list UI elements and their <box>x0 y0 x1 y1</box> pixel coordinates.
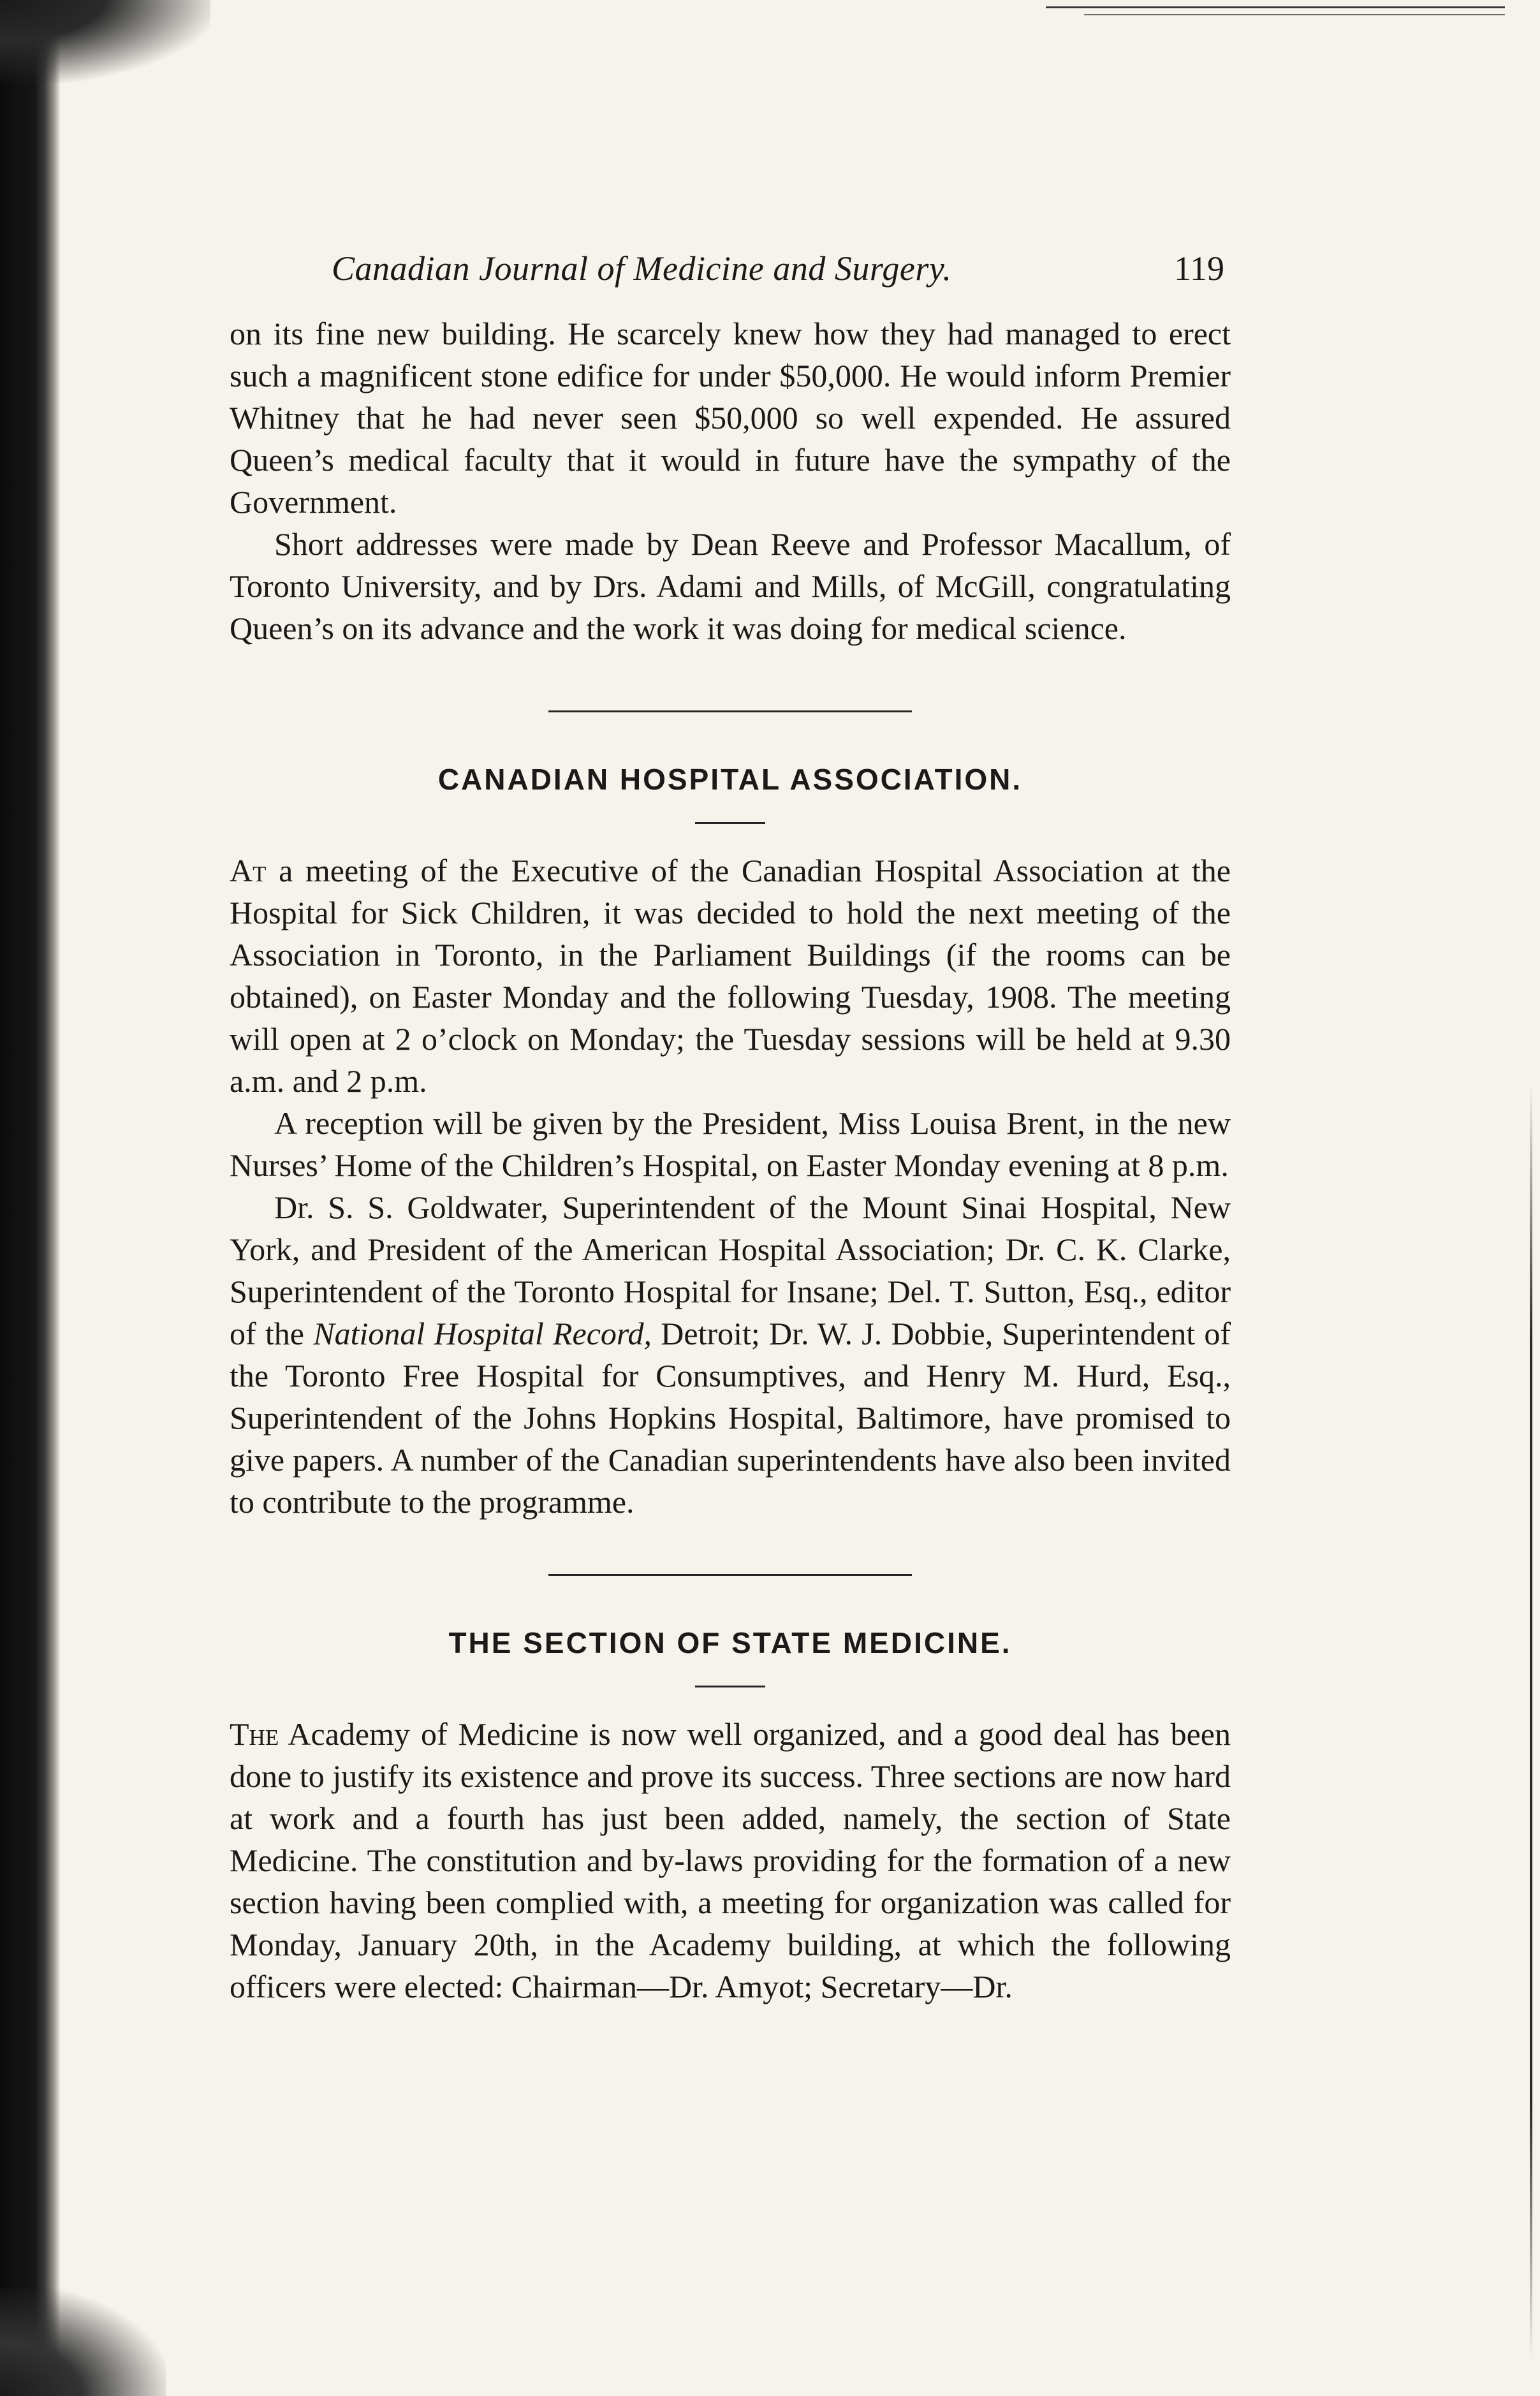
paragraph-speakers <box>230 1186 1231 1523</box>
scan-edge-rule <box>1046 6 1505 8</box>
paragraph-continued: on its fine new building. He scarcely knew how they had managed to erect such a magnificent stone edifice for under $50,000. He would inform Premier Whitney that he had never seen $50,000 so well expended. He assured Queen’s medical faculty that it would in future have the sympathy of the Government. <box>230 316 1231 520</box>
section-heading-hospital-association: CANADIAN HOSPITAL ASSOCIATION. <box>437 763 1023 796</box>
paragraph-text: Detroit; Dr. W. J. Dobbie, Superintendent of the Toronto Free Hospital for Consumptives, and Henry M. Hurd, Esq., Superintendent of the Johns Hopkins Hospital, Baltimore, have promised to give papers. A number of the Canadian superintendents have also been invited to contribute to the programme. <box>230 1316 1231 1520</box>
scan-right-edge <box>1530 1084 1532 2360</box>
scan-edge-rule <box>1084 14 1505 15</box>
paragraph-addresses: Short addresses were made by Dean Reeve and Professor Macallum, of Toronto University, and by Drs. Adami and Mills, of McGill, congratulating Queen’s on its advance and the work it was doing for medical science. <box>230 526 1231 646</box>
running-title: Canadian Journal of Medicine and Surgery. <box>332 249 952 288</box>
paragraph-text: Dr. S. S. Goldwater, Superintendent of the Mount Sinai Hospital, New York, and President of the American Hospital Association; Dr. C. K. Clarke, Superintendent of the Toronto Hospital for Insane; Del. T. Sutton, Esq., editor of the <box>230 1189 1231 1351</box>
lead-word: The <box>230 1716 279 1752</box>
paragraph-text: Academy of Medicine is now well organized, and a good deal has been done to justify its existence and prove its success. Three sections are now hard at work and a fourth has just been added, namely, the section of State Medicine. The constitution and by-laws providing for the formation of a new section having been complied with, a meeting for organization was called for Monday, January 20th, in the Academy building, at which the following officers were elected: Chairman—Dr. Amyot; Secretary—Dr. <box>230 1716 1231 2004</box>
journal-page <box>230 249 1231 2008</box>
running-head <box>230 249 1231 293</box>
paragraph-academy <box>230 1713 1231 2008</box>
binding-shadow-top <box>0 0 210 83</box>
paragraph-meeting <box>230 849 1231 1102</box>
paragraph-reception: A reception will be given by the President, Miss Louisa Brent, in the new Nurses’ Home of the Children’s Hospital, on Easter Monday evening at 8 p.m. <box>230 1105 1231 1183</box>
lead-word: At <box>230 853 267 888</box>
binding-shadow <box>0 0 61 2396</box>
binding-shadow-bottom <box>0 2288 166 2396</box>
section-heading-state-medicine: THE SECTION OF STATE MEDICINE. <box>448 1626 1012 1659</box>
paragraph-text: a meeting of the Executive of the Canadian Hospital Association at the Hospital for Sick Children, it was decided to hold the next meeting of the Association in Toronto, in the Parliament Buildings (if the rooms can be obtained), on Easter Monday and the following Tuesday, 1908. The meeting will open at 2 o’clock on Monday; the Tuesday sessions will be held at 9.30 a.m. and 2 p.m. <box>230 853 1231 1099</box>
publication-title: National Hospital Record, <box>313 1316 652 1351</box>
page-number: 119 <box>1174 249 1224 288</box>
